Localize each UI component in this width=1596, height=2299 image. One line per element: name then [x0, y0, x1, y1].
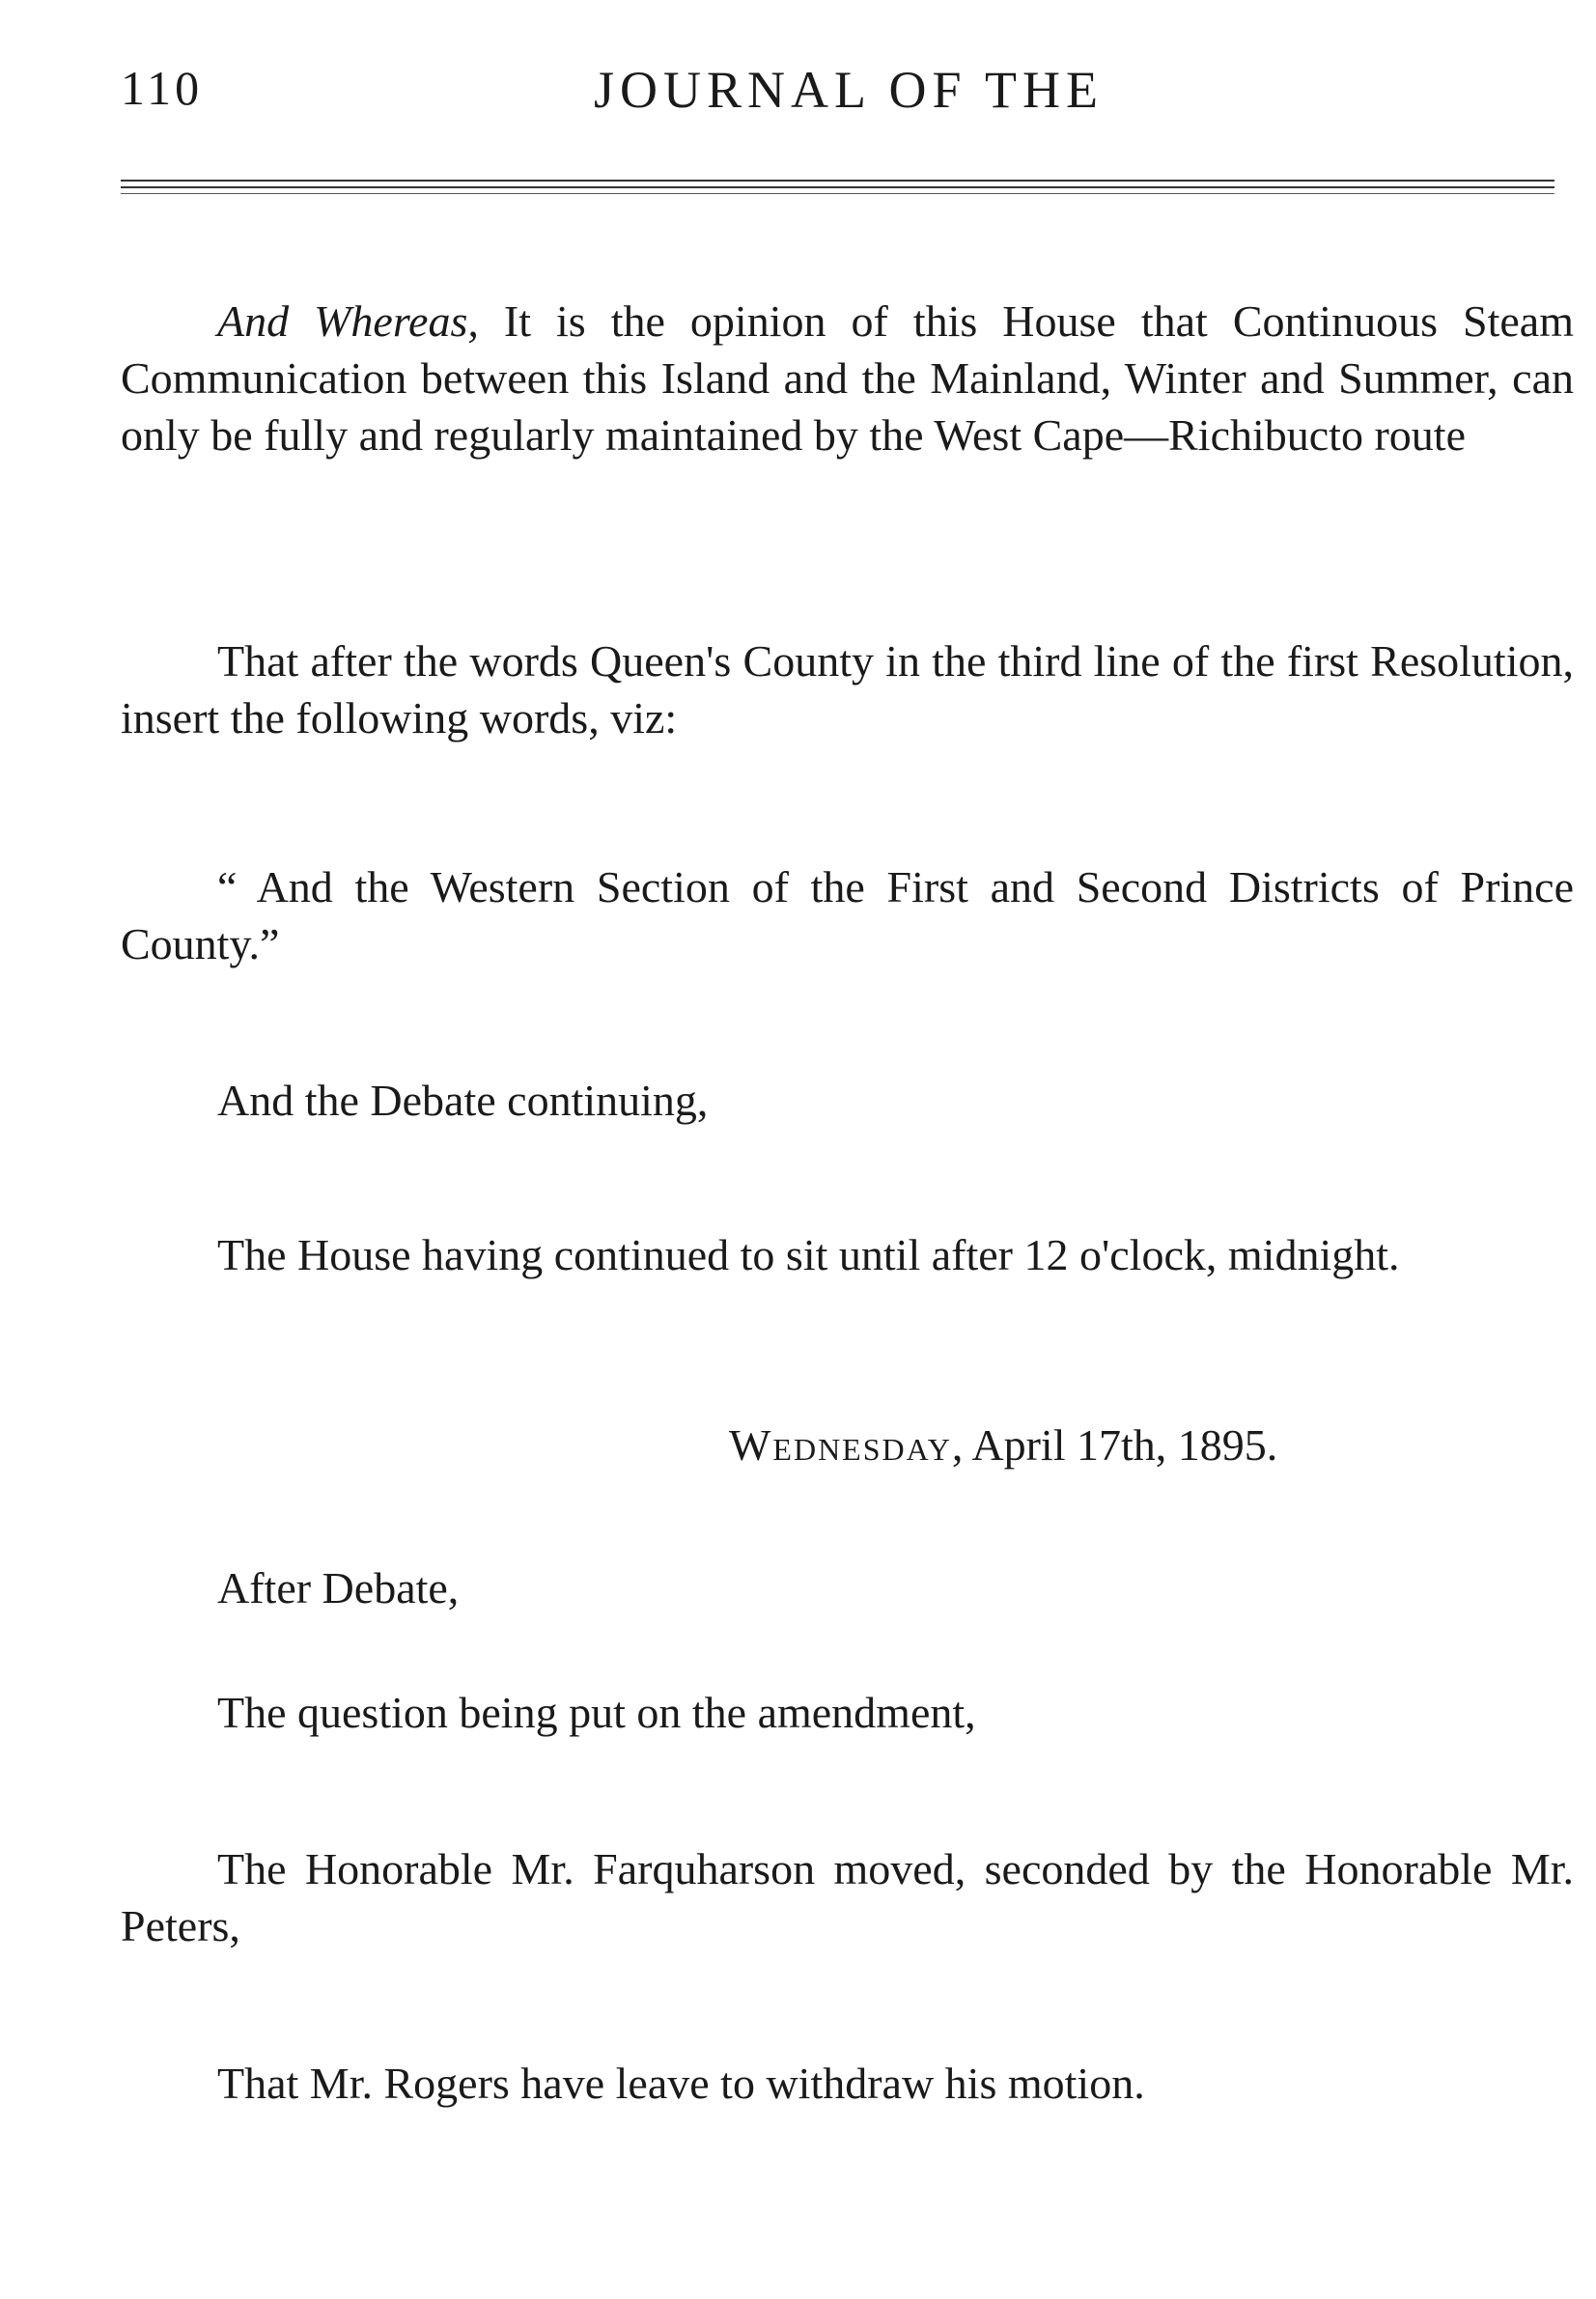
header-rule-bottom — [121, 193, 1554, 194]
paragraph-amendment-insert: That after the words Queen's County in the third line of the first Resolution, insert the following words, viz: — [121, 636, 1574, 743]
dateline — [729, 1419, 1277, 1471]
header-rule-top — [121, 180, 1554, 182]
header-rule-middle — [121, 186, 1554, 188]
paragraph-house-sitting: The House having continued to sit until after 12 o'clock, midnight. — [217, 1230, 1400, 1279]
paragraph-quoted-words: “ And the Western Section of the First and Second Districts of Prince County.” — [121, 862, 1574, 968]
paragraph-debate-continuing: And the Debate continuing, — [217, 1076, 709, 1125]
dateline-date: , April 17th, 1895. — [951, 1420, 1278, 1470]
paragraph-question-put: The question being put on the amendment, — [217, 1688, 976, 1737]
paragraph-lead-italic: And Whereas, — [217, 296, 479, 346]
page-number: 110 — [121, 61, 204, 115]
paragraph-rogers-withdraw: That Mr. Rogers have leave to withdraw his motion. — [217, 2059, 1145, 2108]
paragraph-whereas — [121, 293, 1574, 463]
page-header — [121, 60, 1577, 127]
paragraph-text: It is the opinion of this House that Continuous Steam Communication between this Island and the Mainland, Winter and Summer, can only be fully and regularly maintained by the West Cape—Richibucto route — [121, 296, 1574, 460]
paragraph-after-debate: After Debate, — [217, 1563, 460, 1612]
dateline-day: Wednesday — [729, 1420, 952, 1470]
paragraph-farquharson-motion: The Honorable Mr. Farquharson moved, seconded by the Honorable Mr. Peters, — [121, 1844, 1574, 1950]
running-head: JOURNAL OF THE — [594, 61, 1105, 119]
